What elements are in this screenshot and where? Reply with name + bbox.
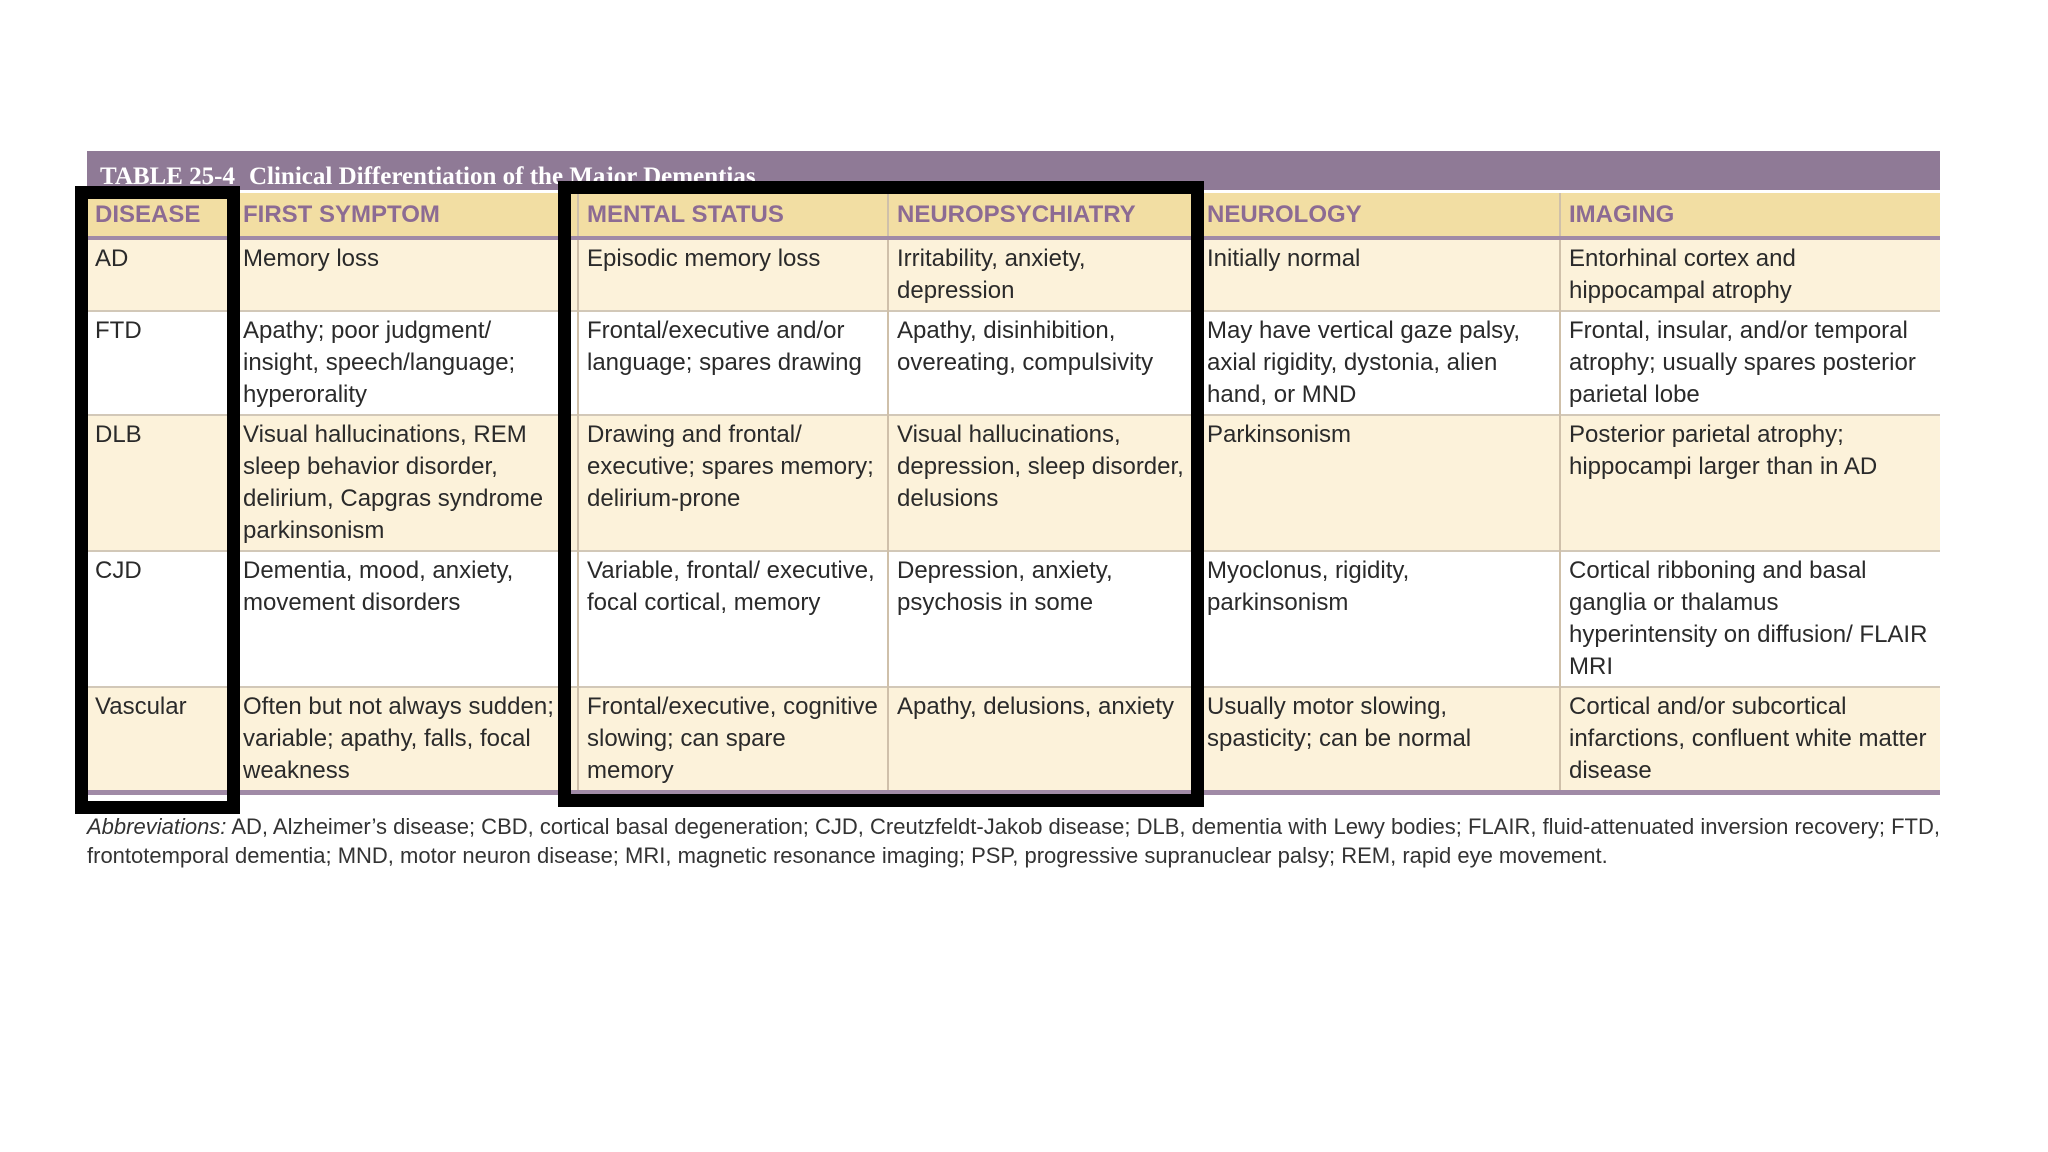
cell-neuropsychiatry: Depression, anxiety, psychosis in some xyxy=(888,551,1198,687)
cell-neurology: May have vertical gaze palsy, axial rigidity, dystonia, alien hand, or MND xyxy=(1198,311,1560,415)
cell-neurology: Initially normal xyxy=(1198,238,1560,311)
cell-imaging: Frontal, insular, and/or temporal atrophy; usually spares posterior parietal lobe xyxy=(1560,311,1940,415)
header-mental-status: MENTAL STATUS xyxy=(578,193,888,238)
cell-neurology: Parkinsonism xyxy=(1198,415,1560,551)
cell-neuropsychiatry: Irritability, anxiety, depression xyxy=(888,238,1198,311)
cell-neuropsychiatry: Apathy, disinhibition, overeating, compulsivity xyxy=(888,311,1198,415)
cell-disease: FTD xyxy=(87,311,234,415)
cell-imaging: Cortical and/or subcortical infarctions, confluent white matter disease xyxy=(1560,687,1940,793)
cell-first-symptom: Dementia, mood, anxiety, movement disorders xyxy=(234,551,578,687)
cell-imaging: Cortical ribboning and basal ganglia or thalamus hyperintensity on diffusion/ FLAIR MRI xyxy=(1560,551,1940,687)
cell-imaging: Posterior parietal atrophy; hippocampi larger than in AD xyxy=(1560,415,1940,551)
header-disease: DISEASE xyxy=(87,193,234,238)
table-row-ftd xyxy=(87,311,1940,415)
cell-disease: Vascular xyxy=(87,687,234,793)
cell-mental-status: Variable, frontal/ executive, focal cortical, memory xyxy=(578,551,888,687)
table-number: TABLE 25-4 xyxy=(100,163,235,190)
table-title xyxy=(100,159,756,191)
header-neurology: NEUROLOGY xyxy=(1198,193,1560,238)
cell-first-symptom: Visual hallucinations, REM sleep behavior disorder, delirium, Capgras syndrome parkinsonism xyxy=(234,415,578,551)
table-header-row xyxy=(87,193,1940,238)
header-imaging: IMAGING xyxy=(1560,193,1940,238)
cell-disease: AD xyxy=(87,238,234,311)
cell-neuropsychiatry: Visual hallucinations, depression, sleep disorder, delusions xyxy=(888,415,1198,551)
cell-first-symptom: Apathy; poor judgment/ insight, speech/language; hyperorality xyxy=(234,311,578,415)
cell-mental-status: Episodic memory loss xyxy=(578,238,888,311)
table-row-vascular xyxy=(87,687,1940,793)
cell-neuropsychiatry: Apathy, delusions, anxiety xyxy=(888,687,1198,793)
table-row-dlb xyxy=(87,415,1940,551)
header-first-symptom: FIRST SYMPTOM xyxy=(234,193,578,238)
cell-mental-status: Drawing and frontal/ executive; spares memory; delirium-prone xyxy=(578,415,888,551)
cell-disease: DLB xyxy=(87,415,234,551)
abbreviations-footnote xyxy=(87,812,1952,870)
cell-neurology: Usually motor slowing, spasticity; can be normal xyxy=(1198,687,1560,793)
table-row-ad xyxy=(87,238,1940,311)
abbreviations-label: Abbreviations: xyxy=(87,814,227,839)
dementia-table xyxy=(87,193,1940,795)
cell-neurology: Myoclonus, rigidity, parkinsonism xyxy=(1198,551,1560,687)
cell-imaging: Entorhinal cortex and hippocampal atrophy xyxy=(1560,238,1940,311)
table-title-text: Clinical Differentiation of the Major Dementias xyxy=(248,163,756,190)
abbreviations-text: AD, Alzheimer’s disease; CBD, cortical basal degeneration; CJD, Creutzfeldt-Jakob disease; DLB, dementia with Lewy bodies; FLAIR, fluid-attenuated inversion recovery; FTD, frontotemporal dementia; MND, motor neuron disease; MRI, magnetic resonance imaging; PSP, progressive supranuclear palsy; REM, rapid eye movement. xyxy=(87,814,1940,868)
cell-mental-status: Frontal/executive and/or language; spares drawing xyxy=(578,311,888,415)
cell-mental-status: Frontal/executive, cognitive slowing; can spare memory xyxy=(578,687,888,793)
table-row-cjd xyxy=(87,551,1940,687)
header-neuropsychiatry: NEUROPSYCHIATRY xyxy=(888,193,1198,238)
cell-first-symptom: Often but not always sudden; variable; apathy, falls, focal weakness xyxy=(234,687,578,793)
cell-disease: CJD xyxy=(87,551,234,687)
cell-first-symptom: Memory loss xyxy=(234,238,578,311)
